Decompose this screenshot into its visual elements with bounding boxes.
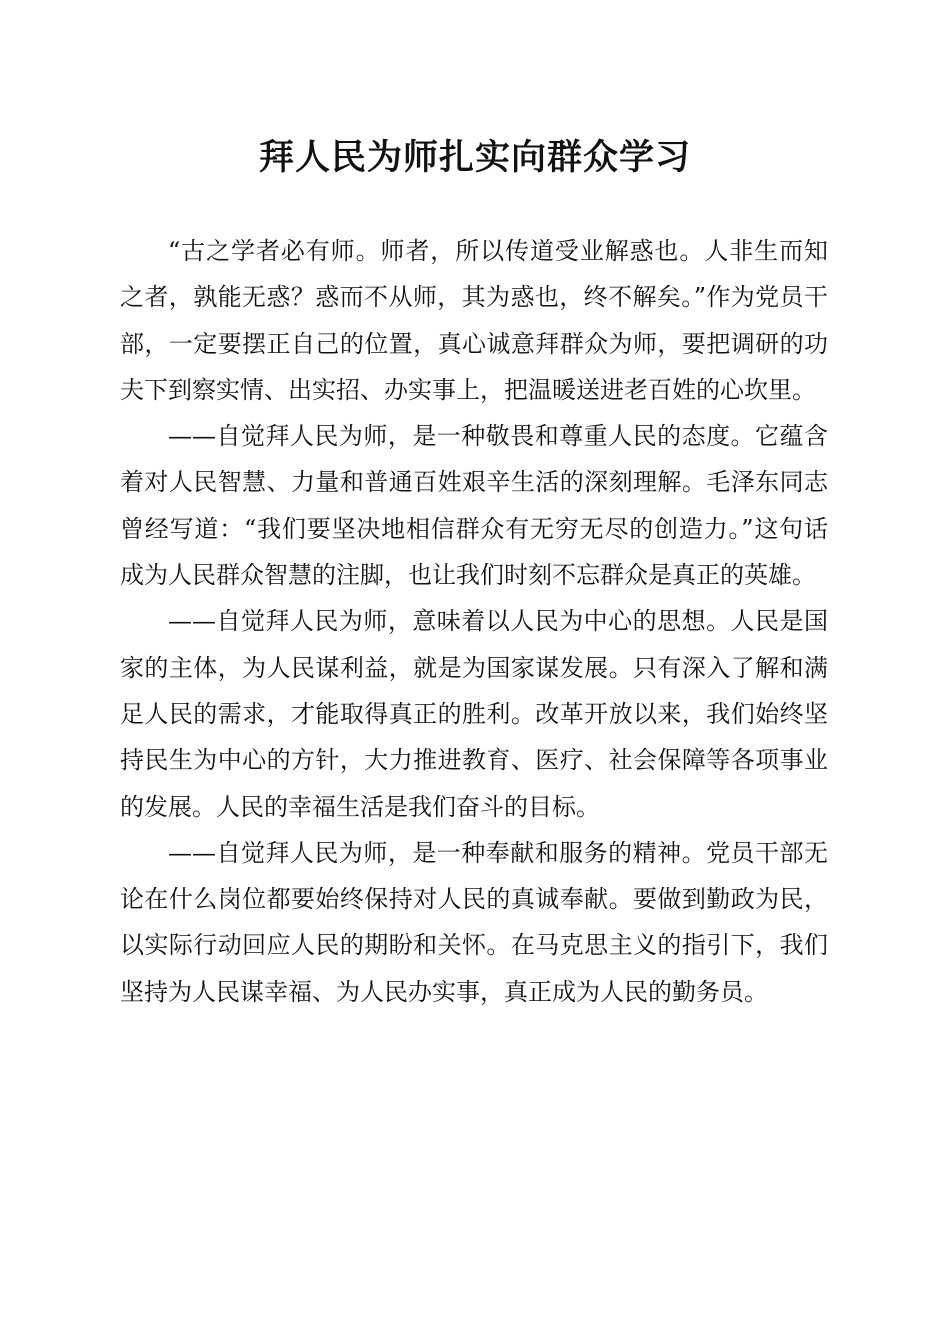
paragraph-2: ——自觉拜人民为师，是一种敬畏和尊重人民的态度。它蕴含着对人民智慧、力量和普通百姓艰辛生活的深刻理解。毛泽东同志曾经写道：“我们要坚决地相信群众有无穷无尽的创造力。”这句话成为人民群众智慧的注脚，也让我们时刻不忘群众是真正的英雄。 [120,422,828,590]
paragraph-1: “古之学者必有师。师者，所以传道受业解惑也。人非生而知之者，孰能无惑？惑而不从师，其为惑也，终不解矣。”作为党员干部，一定要摆正自己的位置，真心诚意拜群众为师，要把调研的功夫下到察实情、出实招、办实事上，把温暖送进老百姓的心坎里。 [120,237,828,404]
document-title: 拜人民为师扎实向群众学习 [258,137,691,178]
paragraph-4: ——自觉拜人民为师，是一种奉献和服务的精神。党员干部无论在什么岗位都要始终保持对人民的真诚奉献。要做到勤政为民，以实际行动回应人民的期盼和关怀。在马克思主义的指引下，我们坚持为人民谋幸福、为人民办实事，真正成为人民的勤务员。 [120,838,828,1006]
document-body [120,228,828,1015]
paragraph-3: ——自觉拜人民为师，意味着以人民为中心的思想。人民是国家的主体，为人民谋利益，就是为国家谋发展。只有深入了解和满足人民的需求，才能取得真正的胜利。改革开放以来，我们始终坚持民生为中心的方针，大力推进教育、医疗、社会保障等各项事业的发展。人民的幸福生活是我们奋斗的目标。 [120,607,828,821]
